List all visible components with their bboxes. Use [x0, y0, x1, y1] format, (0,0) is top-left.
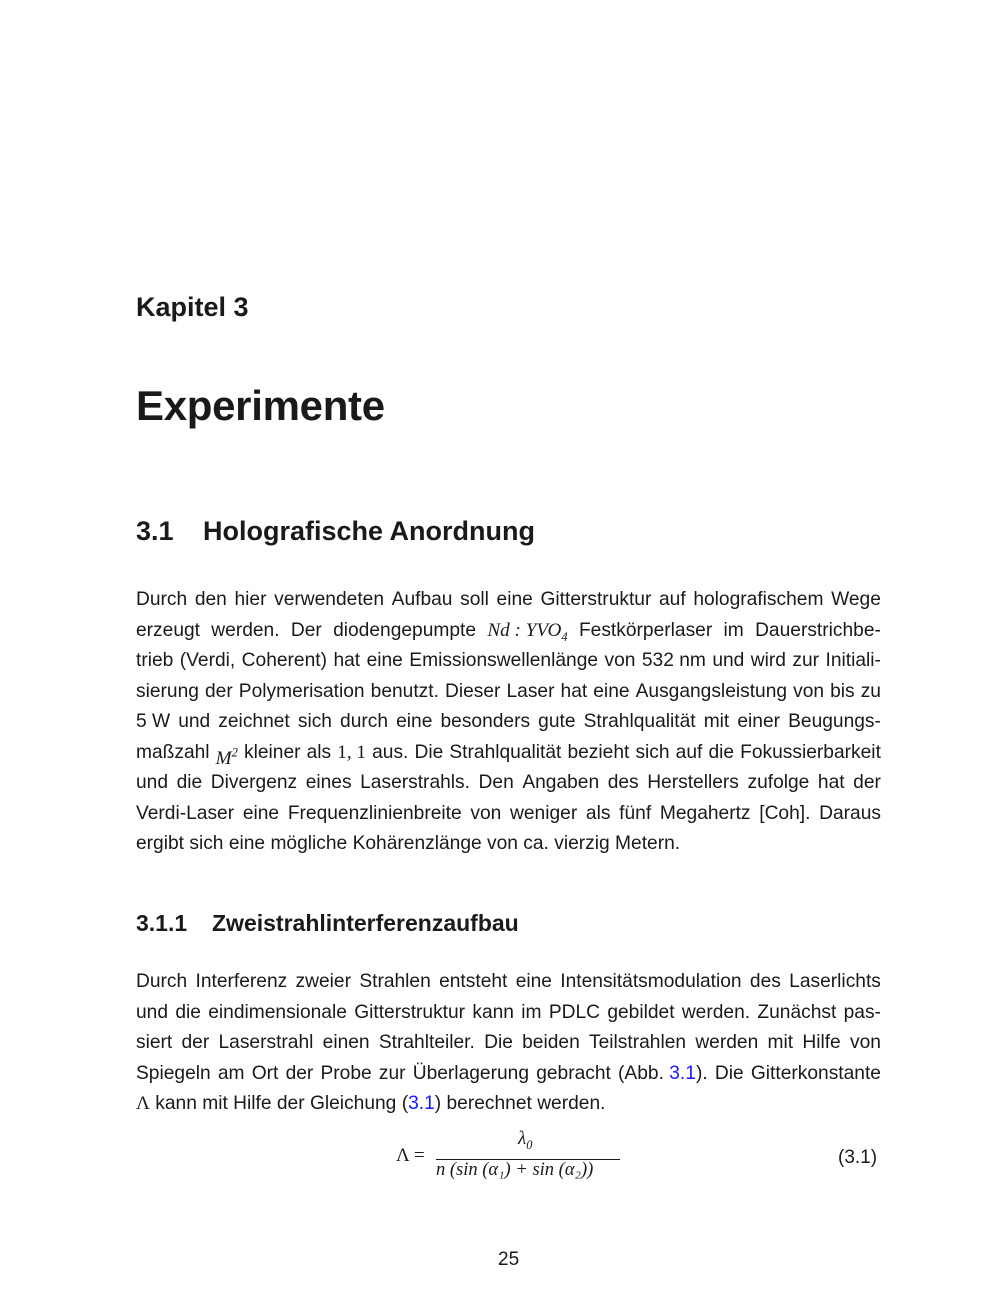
paragraph-laser-description	[136, 585, 881, 860]
equation-denominator: n (sin (α₁) + sin (α₂))	[436, 1160, 594, 1180]
text-line: maßzahl $M^2$ kleiner als 1, 1 aus. Die Strahlqualität bezieht sich auf die Fokussierbarkeit	[136, 741, 881, 769]
text-line: siert der Laserstrahl einen Strahlteiler. Die beiden Teilstrahlen werden mit Hilfe von	[136, 1032, 881, 1053]
section-title: Holografische Anordnung	[203, 516, 535, 546]
equation-number: (3.1)	[838, 1147, 878, 1168]
section-heading	[136, 516, 535, 547]
cross-reference-link[interactable]: 3.1	[669, 1062, 696, 1084]
equation-numerator: $\lambda_0$	[518, 1128, 533, 1152]
chapter-title: Experimente	[136, 382, 385, 429]
text-line: erzeugt werden. Der diodengepumpte Nd : $YVO_4$ Festkörperlaser im Dauerstrichbe-	[136, 619, 881, 644]
equation-lhs: Λ =	[396, 1145, 425, 1166]
cross-reference-link[interactable]: 3.1	[408, 1093, 435, 1114]
section-number: 3.1	[136, 516, 174, 546]
page-number: 25	[498, 1249, 520, 1270]
text-line: und die eindimensionale Gitterstruktur kann im PDLC gebildet werden. Zunächst pas-	[136, 1001, 881, 1023]
chapter-label: Kapitel 3	[136, 292, 249, 322]
subsection-number: 3.1.1	[136, 910, 188, 936]
text-line: 5 W und zeichnet sich durch eine besonders gute Strahlqualität mit einer Beugungs-	[136, 711, 881, 732]
text-line: Durch Interferenz zweier Strahlen entsteht eine Intensitätsmodulation des Laserlichts	[136, 971, 881, 992]
paragraph-interference-setup	[136, 967, 881, 1120]
equation-grating-constant	[390, 1128, 630, 1188]
subsection-title: Zweistrahlinterferenzaufbau	[212, 910, 519, 936]
subsection-heading	[136, 910, 519, 937]
text-line: trieb (Verdi, Coherent) hat eine Emissionswellenlänge von 532 nm und wird zur Initiali-	[136, 650, 881, 671]
text-line: Spiegeln am Ort der Probe zur Überlagerung gebracht (Abb. 3.1). Die Gitterkonstante	[136, 1062, 881, 1084]
text-line: und die Divergenz eines Laserstrahls. Den Angaben des Herstellers zufolge hat der	[136, 772, 881, 793]
text-line: sierung der Polymerisation benutzt. Dieser Laser hat eine Ausgangsleistung von bis zu	[136, 680, 881, 702]
text-line: Λ kann mit Hilfe der Gleichung (3.1) berechnet werden.	[136, 1093, 606, 1114]
text-line: Verdi-Laser eine Frequenzlinienbreite von weniger als fünf Megahertz [Coh]. Daraus	[136, 802, 881, 824]
text-line: ergibt sich eine mögliche Kohärenzlänge von ca. vierzig Metern.	[136, 833, 681, 854]
text-line: Durch den hier verwendeten Aufbau soll eine Gitterstruktur auf holografischem Wege	[136, 589, 881, 610]
